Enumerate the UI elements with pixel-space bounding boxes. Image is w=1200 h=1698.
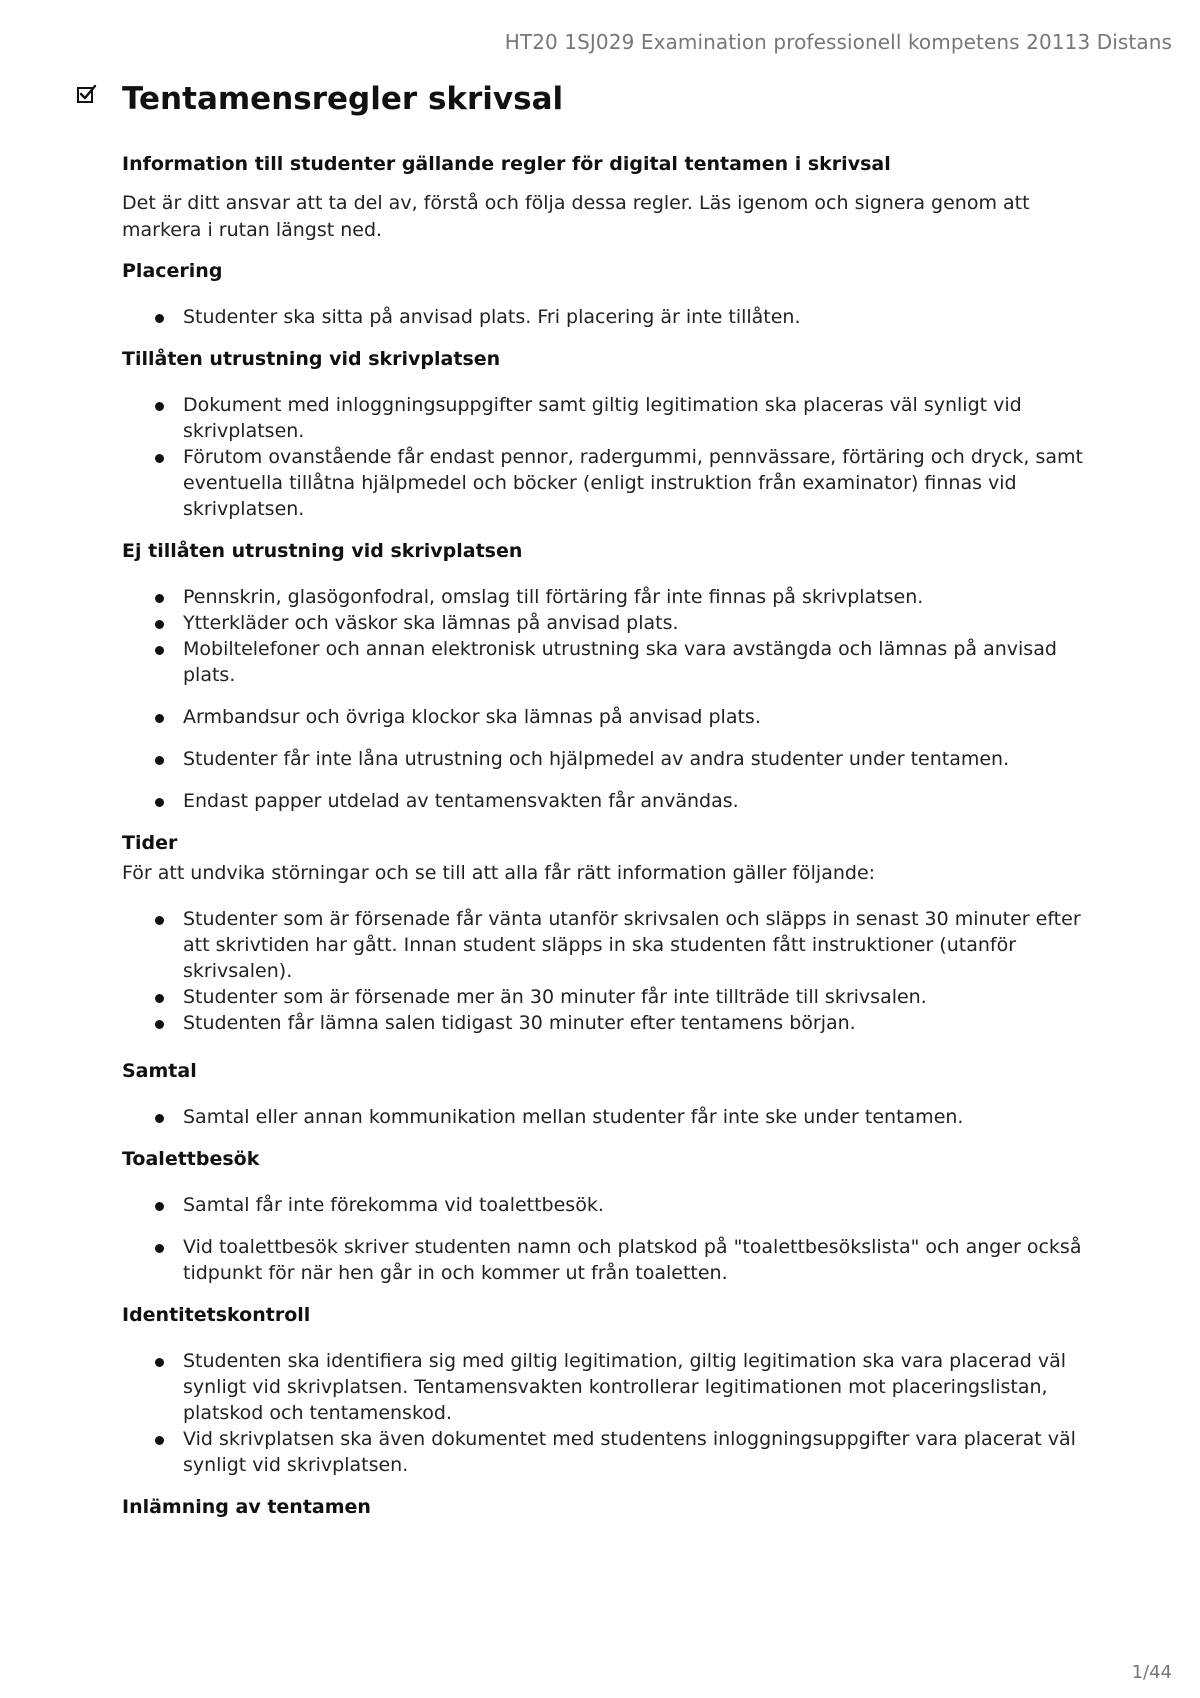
list-item: Pennskrin, glasögonfodral, omslag till förtäring får inte finnas på skrivplatsen. — [183, 584, 1092, 610]
list-identitet — [122, 1348, 1092, 1478]
list-item: Vid skrivplatsen ska även dokumentet med studentens inloggningsuppgifter vara placerat väl synligt vid skrivplatsen. — [183, 1426, 1092, 1478]
list-placering — [122, 304, 1092, 330]
bullet-icon — [155, 714, 164, 723]
bullet-icon — [155, 994, 164, 1003]
page-indicator: 1/44 — [1131, 1662, 1172, 1683]
section-heading-placering: Placering — [122, 260, 223, 282]
list-item: Samtal får inte förekomma vid toalettbesök. — [183, 1192, 1092, 1218]
list-item: Armbandsur och övriga klockor ska lämnas på anvisad plats. — [183, 704, 1092, 730]
bullet-icon — [155, 1202, 164, 1211]
bullet-icon — [155, 454, 164, 463]
list-item: Studenter som är försenade får vänta utanför skrivsalen och släpps in senast 30 minuter efter att skrivtiden har gått. Innan student släpps in ska studenten fått instruktioner (utanför skrivsalen). — [183, 906, 1092, 984]
list-item: Mobiltelefoner och annan elektronisk utrustning ska vara avstängda och lämnas på anvisad plats. — [183, 636, 1092, 688]
section-heading-toalett: Toalettbesök — [122, 1148, 260, 1170]
page-header-course-title: HT20 1SJ029 Examination professionell kompetens 20113 Distans — [504, 30, 1172, 54]
bullet-icon — [155, 402, 164, 411]
list-item: Ytterkläder och väskor ska lämnas på anvisad plats. — [183, 610, 1092, 636]
section-heading-tider: Tider — [122, 832, 178, 854]
tider-intro: För att undvika störningar och se till att alla får rätt information gäller följande: — [122, 862, 876, 884]
list-item: Studenter som är försenade mer än 30 minuter får inte tillträde till skrivsalen. — [183, 984, 1092, 1010]
list-item: Samtal eller annan kommunikation mellan studenter får inte ske under tentamen. — [183, 1104, 1092, 1130]
checkbox-checked-icon — [76, 84, 98, 106]
bullet-icon — [155, 314, 164, 323]
list-samtal — [122, 1104, 1092, 1130]
intro-paragraph: Det är ditt ansvar att ta del av, förstå och följa dessa regler. Läs igenom och signera genom att markera i rutan längst ned. — [122, 192, 1030, 241]
section-heading-inlamning: Inlämning av tentamen — [122, 1496, 371, 1518]
list-tider — [122, 906, 1092, 1036]
bullet-icon — [155, 646, 164, 655]
bullet-icon — [155, 1358, 164, 1367]
section-heading-identitet: Identitetskontroll — [122, 1304, 311, 1326]
bullet-icon — [155, 1244, 164, 1253]
bullet-icon — [155, 916, 164, 925]
list-item: Studenter får inte låna utrustning och hjälpmedel av andra studenter under tentamen. — [183, 746, 1092, 772]
list-toalett — [122, 1192, 1092, 1286]
section-heading-tillaten: Tillåten utrustning vid skrivplatsen — [122, 348, 501, 370]
list-ej-tillaten — [122, 584, 1092, 814]
list-item: Förutom ovanstående får endast pennor, radergummi, pennvässare, förtäring och dryck, samt eventuella tillåtna hjälpmedel och böcker (enligt instruktion från examinator) finnas vid skrivplatsen. — [183, 444, 1092, 522]
document-content — [122, 80, 1092, 1520]
bullet-icon — [155, 594, 164, 603]
document-subtitle: Information till studenter gällande regler för digital tentamen i skrivsal — [122, 153, 891, 175]
bullet-icon — [155, 1436, 164, 1445]
bullet-icon — [155, 756, 164, 765]
bullet-icon — [155, 620, 164, 629]
list-item: Studenter ska sitta på anvisad plats. Fri placering är inte tillåten. — [183, 304, 1092, 330]
title-row — [122, 80, 1092, 124]
page-title: Tentamensregler skrivsal — [122, 81, 564, 117]
list-item: Studenten ska identifiera sig med giltig legitimation, giltig legitimation ska vara placerad väl synligt vid skrivplatsen. Tentamensvakten kontrollerar legitimationen mot placeringslistan, platskod och tentamenskod. — [183, 1348, 1092, 1426]
list-item: Endast papper utdelad av tentamensvakten får användas. — [183, 788, 1092, 814]
bullet-icon — [155, 798, 164, 807]
list-item: Vid toalettbesök skriver studenten namn och platskod på "toalettbesökslista" och anger också tidpunkt för när hen går in och kommer ut från toaletten. — [183, 1234, 1092, 1286]
section-heading-samtal: Samtal — [122, 1060, 197, 1082]
bullet-icon — [155, 1020, 164, 1029]
bullet-icon — [155, 1114, 164, 1123]
list-item: Dokument med inloggningsuppgifter samt giltig legitimation ska placeras väl synligt vid skrivplatsen. — [183, 392, 1092, 444]
list-item: Studenten får lämna salen tidigast 30 minuter efter tentamens början. — [183, 1010, 1092, 1036]
section-heading-ej-tillaten: Ej tillåten utrustning vid skrivplatsen — [122, 540, 523, 562]
list-tillaten — [122, 392, 1092, 522]
